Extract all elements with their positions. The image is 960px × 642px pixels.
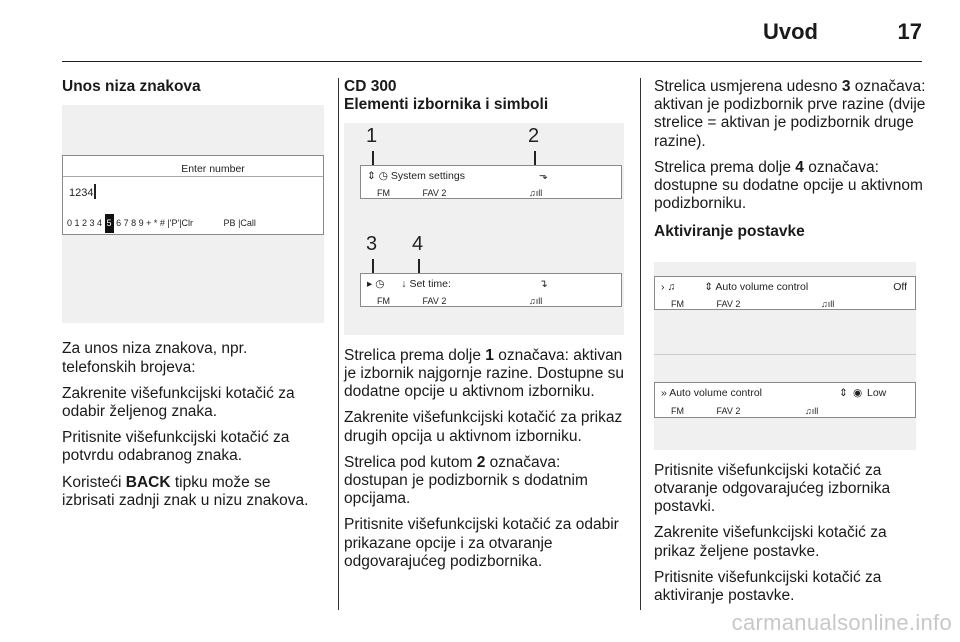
callout-4: 4 — [412, 232, 424, 255]
fav-label: FAV 2 — [716, 298, 741, 309]
system-settings-row — [367, 167, 621, 185]
status-row — [671, 402, 915, 420]
double-right-arrow-icon: » — [661, 386, 667, 399]
section-title: Uvod — [763, 19, 818, 44]
submenu-arrow-icon: ⬎ — [539, 169, 548, 182]
column-divider — [640, 78, 641, 610]
auto-volume-value: Low — [867, 386, 887, 399]
display-set-time — [360, 273, 622, 307]
chars-before: 0 1 2 3 4 — [67, 218, 103, 229]
call-label: Call — [240, 218, 256, 229]
updown-arrow-icon: ⇕ — [704, 280, 714, 293]
character-selector — [67, 214, 323, 232]
figure-activate-setting — [654, 262, 916, 450]
set-time-row — [367, 275, 621, 293]
source-label: FM — [377, 187, 390, 198]
column-1 — [62, 78, 324, 518]
clock-icon: ◷ — [375, 277, 385, 290]
system-settings-label: System settings — [390, 169, 465, 182]
page-header — [62, 0, 922, 62]
set-time-label: Set time: — [409, 277, 451, 290]
paragraph: Koristeći BACK tipku može se izbrisati zadnji znak u nizu znakova. — [62, 473, 309, 509]
down-arrow-icon: ↓ — [401, 277, 407, 290]
display-system-settings — [360, 165, 622, 199]
source-label: FM — [671, 405, 684, 416]
heading-unos-niza: Unos niza znakova — [62, 78, 201, 95]
heading-elementi: Elementi izbornika i simboli — [344, 96, 549, 114]
radio-selected-icon: ◉ — [853, 386, 863, 399]
right-arrow-icon: › — [661, 280, 665, 293]
watermark: carmanualsonline.info — [731, 610, 952, 635]
paragraph: Strelica prema dolje 4 označava: dostupne su dodatne opcije u aktivnom podizborniku. — [654, 158, 923, 213]
paragraph: Strelica prema dolje 1 označava: aktivan je izbornik najgornje razine. Dostupne su dodatne opcije u aktivnom izborniku. — [344, 346, 625, 401]
display-title: Enter number — [181, 163, 245, 176]
source-label: FM — [671, 298, 684, 309]
fav-label: FAV 2 — [716, 405, 741, 416]
divider: | — [167, 218, 170, 229]
entered-number-text: 1234 — [69, 187, 94, 200]
callout-2: 2 — [528, 124, 540, 147]
paragraph: Pritisnite višefunkcijski kotačić za potvrdu odabranog znaka. — [62, 429, 290, 465]
divider: | — [179, 218, 182, 229]
auto-volume-row — [661, 278, 915, 296]
auto-volume-label: Auto volume control — [715, 280, 809, 293]
paragraph: Zakrenite višefunkcijski kotačić za odabir željenog znaka. — [62, 384, 295, 421]
status-row — [671, 295, 915, 313]
updown-arrow-icon: ⇕ — [839, 386, 848, 399]
paragraph: Strelica pod kutom 2 označava: dostupan je podizbornik s dodatnim opcijama. — [344, 453, 588, 508]
callout-1: 1 — [366, 124, 378, 147]
paragraph: Za unos niza znakova, npr. telefonskih brojeva: — [62, 340, 248, 376]
status-row — [377, 292, 621, 310]
fav-label: FAV 2 — [422, 187, 447, 198]
source-label: FM — [377, 295, 390, 306]
figure-menu-symbols — [344, 123, 624, 335]
display-auto-volume-low — [654, 382, 916, 418]
heading-aktiviranje: Aktiviranje postavke — [654, 223, 805, 241]
auto-volume-value: Off — [893, 280, 907, 293]
figure-enter-number — [62, 105, 324, 323]
back-key: BACK — [125, 473, 171, 491]
chars-after: 6 7 8 9 + * # — [116, 218, 165, 229]
heading-cd300: CD 300 — [344, 78, 397, 95]
submenu-arrow-icon: ↴ — [539, 277, 548, 290]
entered-number — [69, 184, 323, 202]
paragraph: Zakrenite višefunkcijski kotačić za prikaz drugih opcija u aktivnom izborniku. — [344, 409, 623, 445]
paragraph: Zakrenite višefunkcijski kotačić za prikaz željene postavke. — [654, 524, 887, 560]
paragraph: Strelica usmjerena udesno 3 označava: aktivan je podizbornik prve razine (dvije strelice = aktivan je podizbornik druge razine). — [654, 78, 926, 150]
down-arrow-icon: ⇕ — [367, 169, 376, 182]
callout-3: 3 — [366, 232, 378, 255]
music-signal-icon: ♫ıll — [805, 405, 819, 416]
selected-char: 5 — [105, 214, 114, 232]
fav-label: FAV 2 — [422, 295, 447, 306]
status-row — [377, 184, 621, 202]
paragraph: Pritisnite višefunkcijski kotačić za otvaranje odgovarajućeg izbornika postavki. — [654, 461, 891, 516]
music-signal-icon: ♫ıll — [821, 298, 835, 309]
music-icon: ♫ — [667, 280, 676, 293]
column-2 — [344, 78, 626, 579]
pb-label: PB — [223, 218, 236, 229]
music-signal-icon: ♫ıll — [529, 295, 543, 306]
paragraph: Pritisnite višefunkcijski kotačić za aktiviranje postavke. — [654, 568, 882, 605]
clock-icon: ◷ — [378, 169, 388, 182]
clr-label: Clr — [181, 218, 194, 229]
auto-volume-row — [661, 384, 915, 402]
paragraph: Pritisnite višefunkcijski kotačić za odabir prikazane opcije i za otvaranje odgovarajućeg podizbornika. — [344, 516, 619, 570]
pause-icon: 'P' — [169, 218, 180, 229]
column-divider — [338, 78, 339, 610]
display-enter-number — [62, 155, 324, 235]
display-auto-volume-off — [654, 276, 916, 310]
column-3 — [654, 78, 926, 613]
music-signal-icon: ♫ıll — [529, 187, 543, 198]
right-arrow-icon: ▸ — [367, 277, 373, 290]
auto-volume-label: Auto volume control — [669, 386, 762, 399]
divider: | — [238, 218, 241, 229]
page-number: 17 — [897, 19, 922, 44]
